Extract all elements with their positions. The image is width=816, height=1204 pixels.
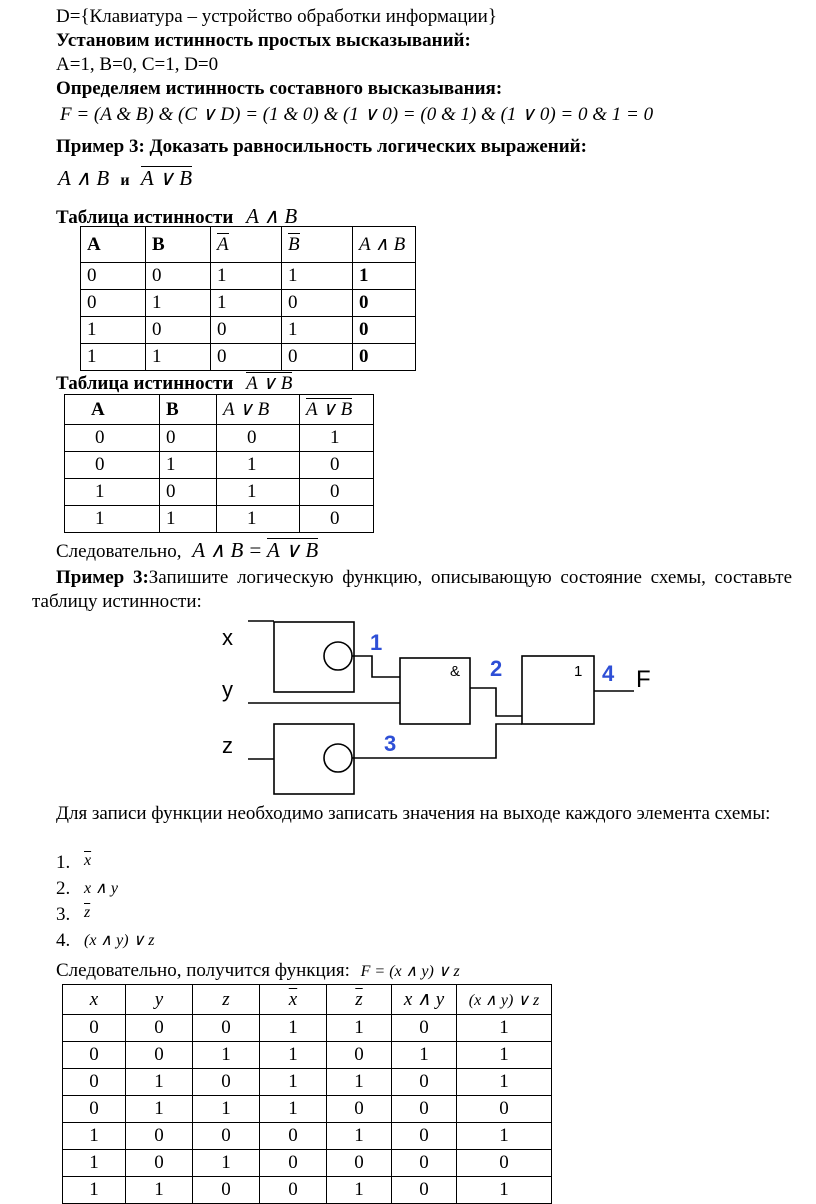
record-paragraph: Для записи функции необходимо записать значения на выходе каждого элемента схемы:	[56, 803, 771, 824]
t2-header: B	[160, 395, 217, 425]
table-row: 1 1 1 0	[65, 506, 374, 533]
step-expr: $\overline{x}$	[84, 852, 92, 869]
conclusion-left: A ∧ B	[192, 538, 244, 562]
node-1-label: 1	[370, 630, 383, 655]
expr-not-a-or-b: A ∨ B	[140, 166, 193, 190]
example3-title: Пример 3: Доказать равносильность логических выражений:	[56, 136, 587, 157]
t3-header: (x ∧ y) ∨ z	[457, 985, 552, 1015]
example3b-text: Запишите логическую функцию, описывающую состояние схемы, составьте таблицу истинности:	[32, 567, 793, 612]
table-row: 0 0 1 1 0 1 1	[63, 1042, 552, 1069]
step-num: 2.	[56, 878, 71, 899]
table2-expr: A ∨ B	[246, 373, 293, 394]
t2-header: A ∨ B	[300, 395, 374, 425]
t2-header: A	[65, 395, 160, 425]
table-row: 1 0 0 1 0	[81, 317, 416, 344]
table-row: 0 1 0 1 1 0 1	[63, 1069, 552, 1096]
conclusion-right: A ∨ B	[267, 538, 319, 562]
t1-header: A	[81, 227, 146, 263]
simple-values: A=1, B=0, C=1, D=0	[56, 54, 219, 75]
compound-formula: F = (A & B) & (C ∨ D) = (1 & 0) & (1 ∨ 0) = (0 & 1) & (1 ∨ 0) = 0 & 1 = 0	[60, 104, 654, 125]
t3-header: $\overline{z}$	[327, 985, 392, 1015]
t3-header: x ∧ y	[392, 985, 457, 1015]
input-y-label: y	[222, 677, 233, 702]
step-num: 4.	[56, 930, 71, 951]
truth-table-3	[62, 984, 552, 1204]
step-expr: (x ∧ y) ∨ z	[84, 932, 155, 949]
t2-header: A ∨ B	[217, 395, 300, 425]
table-row: 1 0 1 0	[65, 479, 374, 506]
and-word: и	[120, 172, 130, 189]
example3b-label: Пример 3:	[56, 567, 149, 588]
heading-compound-truth: Определяем истинность составного высказывания:	[56, 78, 503, 99]
t3-header: x	[63, 985, 126, 1015]
set-definition: D={Клавиатура – устройство обработки информации}	[56, 6, 497, 27]
table1-title: Таблица истинности	[56, 207, 234, 228]
wire-3	[352, 724, 522, 758]
table-row: 0 0 0 1 1 0 1	[63, 1015, 552, 1042]
and-symbol: &	[450, 663, 461, 680]
node-4-label: 4	[602, 661, 615, 686]
inverter-bubble-z	[324, 744, 352, 772]
table-row: 1 1 0 0 1 0 1	[63, 1177, 552, 1204]
table-row: 1 1 0 0 0	[81, 344, 416, 371]
table-row: 0 1 1 0 0	[81, 290, 416, 317]
t1-header: A	[211, 227, 282, 263]
t1-header: A ∧ B	[353, 227, 416, 263]
step-num: 3.	[56, 904, 71, 925]
wire-1	[352, 656, 400, 677]
input-z-label: z	[222, 733, 233, 758]
or-gate	[522, 656, 594, 724]
hence-label: Следовательно,	[56, 541, 182, 562]
t3-header: z	[193, 985, 260, 1015]
hence2-label: Следовательно, получится функция:	[56, 960, 350, 981]
node-2-label: 2	[490, 656, 503, 681]
step-expr: x ∧ y	[84, 880, 118, 897]
expr-not-a-and-not-b: A ∧ B	[58, 166, 110, 190]
or-symbol: 1	[574, 663, 583, 680]
function-line	[56, 960, 460, 983]
final-function: F = (x ∧ y) ∨ z	[360, 963, 460, 980]
t3-header: $\overline{x}$	[260, 985, 327, 1015]
heading-simple-truth: Установим истинность простых высказываний:	[56, 30, 471, 51]
t3-header: y	[126, 985, 193, 1015]
conclusion-eq: =	[248, 538, 263, 562]
table-row: 0 0 0 1	[65, 425, 374, 452]
step-num: 1.	[56, 852, 71, 873]
table-row: 0 0 1 1 1	[81, 263, 416, 290]
table-row: 0 1 1 1 0 0 0	[63, 1096, 552, 1123]
table2-title: Таблица истинности	[56, 373, 234, 394]
output-f-label: F	[636, 666, 651, 693]
node-3-label: 3	[384, 731, 397, 756]
inverter-bubble-x	[324, 642, 352, 670]
table1-expr: A ∧ B	[246, 204, 298, 228]
table-row: 1 0 0 0 1 0 1	[63, 1123, 552, 1150]
t1-header: B	[146, 227, 211, 263]
input-x-label: x	[222, 625, 233, 650]
wire-2	[470, 688, 522, 716]
step-expr: $\overline{z}$	[84, 904, 91, 921]
t1-header: B	[282, 227, 353, 263]
table-row: 0 1 1 0	[65, 452, 374, 479]
table-row: 1 0 1 0 0 0 0	[63, 1150, 552, 1177]
